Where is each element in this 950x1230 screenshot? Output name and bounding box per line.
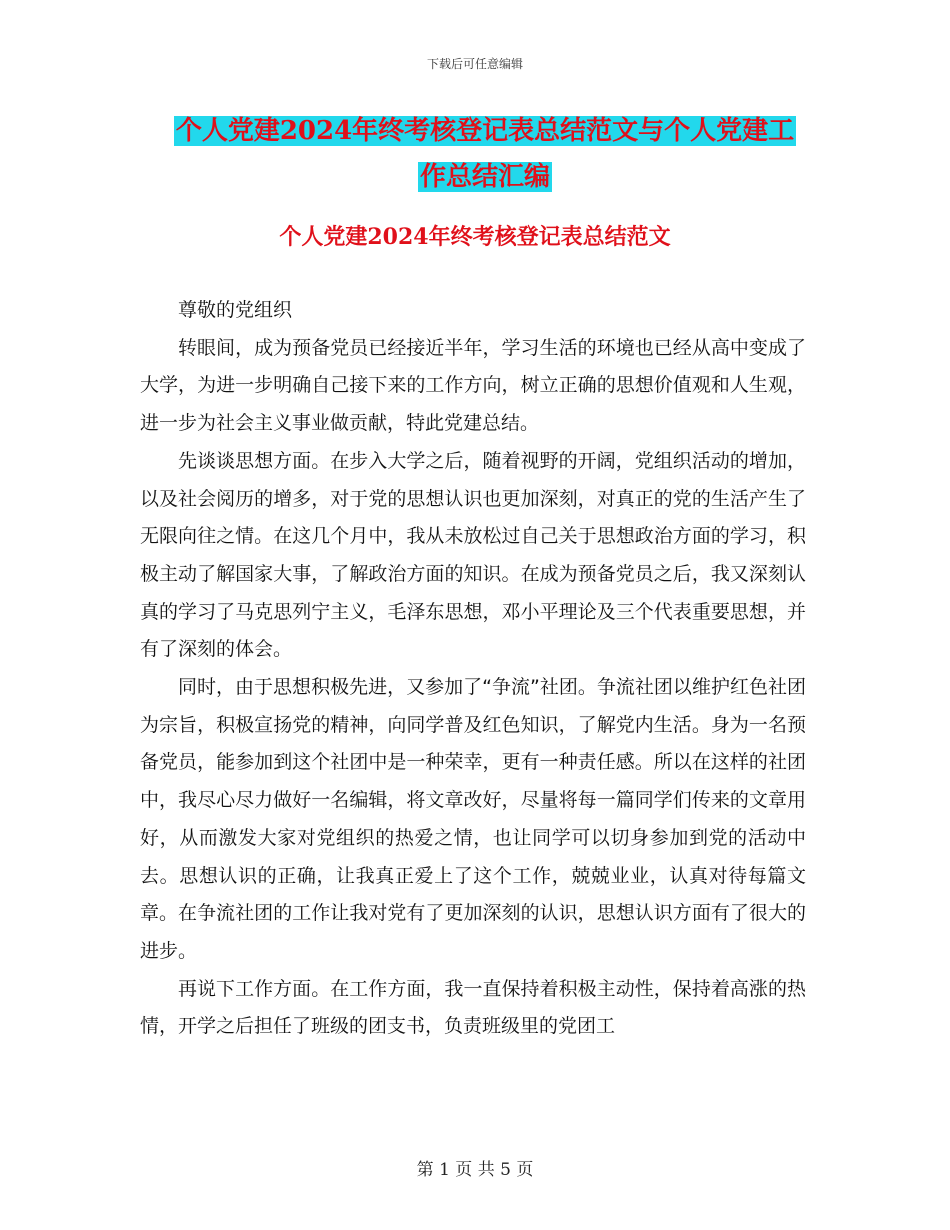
section-title: 个人党建2024年终考核登记表总结范文	[279, 224, 671, 250]
body-text	[140, 292, 806, 1046]
paragraph: 同时，由于思想积极先进，又参加了“争流”社团。争流社团以维护红色社团为宗旨，积极宣扬党的精神，向同学普及红色知识，了解党内生活。身为一名预备党员，能参加到这个社团中是一种荣幸，更有一种责任感。所以在这样的社团中，我尽心尽力做好一名编辑，将文章改好，尽量将每一篇同学们传来的文章用好，从而激发大家对党组织的热爱之情，也让同学可以切身参加到党的活动中去。思想认识的正确，让我真正爱上了这个工作，兢兢业业，认真对待每篇文章。在争流社团的工作让我对党有了更加深刻的认识，思想认识方面有了很大的进步。	[140, 676, 806, 962]
header-note: 下载后可任意编辑	[426, 57, 523, 71]
document-title	[140, 108, 830, 200]
paragraph: 先谈谈思想方面。在步入大学之后，随着视野的开阔，党组织活动的增加，以及社会阅历的增多，对于党的思想认识也更加深刻，对真正的党的生活产生了无限向往之情。在这几个月中，我从未放松过自己关于思想政治方面的学习，积极主动了解国家大事，了解政治方面的知识。在成为预备党员之后，我又深刻认真的学习了马克思列宁主义，毛泽东思想，邓小平理论及三个代表重要思想，并有了深刻的体会。	[140, 449, 806, 661]
page-number-footer: 第 1 页 共 5 页	[416, 1160, 534, 1180]
salutation: 尊敬的党组织	[178, 299, 293, 321]
title-line-1: 个人党建2024年终考核登记表总结范文与个人党建工	[175, 116, 795, 146]
paragraph: 再说下工作方面。在工作方面，我一直保持着积极主动性，保持着高涨的热情，开学之后担任了班级的团支书，负责班级里的党团工	[140, 977, 806, 1038]
title-line-2: 作总结汇编	[419, 162, 550, 192]
paragraph: 转眼间，成为预备党员已经接近半年，学习生活的环境也已经从高中变成了大学，为进一步明确自己接下来的工作方向，树立正确的思想价值观和人生观，进一步为社会主义事业做贡献，特此党建总结。	[140, 336, 806, 435]
